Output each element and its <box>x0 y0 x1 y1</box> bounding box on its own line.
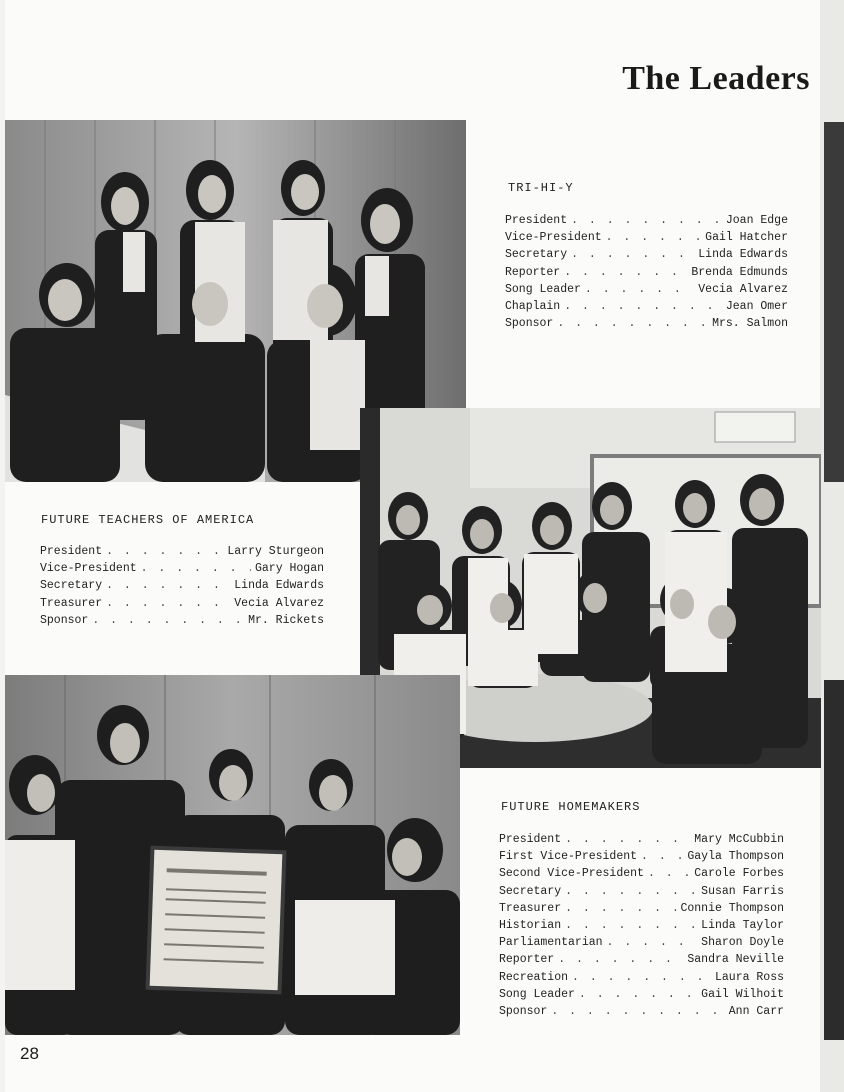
officer-name: Laura Ross <box>714 970 784 984</box>
officer-role: Recreation <box>499 970 569 984</box>
officer-name: Gail Hatcher <box>705 231 788 245</box>
officer-name: Gayla Thompson <box>687 850 784 864</box>
officer-role: Vice-President <box>40 562 137 576</box>
officer-role: Chaplain <box>505 299 561 313</box>
officer-role: Sponsor <box>505 317 554 331</box>
adjacent-page-photo-edge <box>824 680 844 1040</box>
officer-row <box>40 579 324 596</box>
officer-row <box>505 317 788 334</box>
officer-name: Joan Edge <box>725 214 788 227</box>
officer-role: President <box>499 833 562 846</box>
officer-role: First Vice-President <box>499 850 638 864</box>
officer-name: Mary McCubbin <box>694 833 784 846</box>
page-number: 28 <box>20 1044 39 1063</box>
officer-name: Brenda Edmunds <box>691 265 788 279</box>
officer-row <box>499 833 784 850</box>
officer-role: Secretary <box>40 579 103 593</box>
officer-row <box>40 545 324 562</box>
officer-role: Vice-President <box>505 231 602 245</box>
officer-role: Secretary <box>499 884 562 898</box>
officer-name: Vecia Alvarez <box>234 596 324 610</box>
officer-row <box>40 597 324 614</box>
adjacent-page-photo-edge <box>824 122 844 482</box>
officer-row <box>499 936 784 953</box>
officer-name: Carole Forbes <box>694 867 784 881</box>
officer-name: Mr. Rickets <box>248 613 324 627</box>
officer-row <box>499 850 784 867</box>
officer-name: Ann Carr <box>728 1004 784 1018</box>
officer-name: Sandra Neville <box>687 953 784 967</box>
officer-row <box>499 902 784 919</box>
fta-certificate-photo <box>5 675 460 1035</box>
fta-heading: FUTURE TEACHERS OF AMERICA <box>41 513 255 527</box>
officer-name: Gail Wilhoit <box>701 987 784 1001</box>
officer-row <box>499 953 784 970</box>
officer-row <box>40 614 324 631</box>
tri-hi-y-heading: TRI-HI-Y <box>508 181 574 195</box>
officer-name: Mrs. Salmon <box>712 317 788 331</box>
officer-row <box>40 562 324 579</box>
officer-row <box>499 988 784 1005</box>
officer-row <box>505 248 788 265</box>
officer-row <box>505 283 788 300</box>
officer-role: Parliamentarian <box>499 936 603 950</box>
officer-role: Second Vice-President <box>499 867 644 881</box>
officer-row <box>499 919 784 936</box>
future-homemakers-officer-list <box>499 833 784 1022</box>
officer-role: Treasurer <box>40 596 103 610</box>
officer-row <box>505 300 788 317</box>
officer-name: Connie Thompson <box>680 901 784 915</box>
page-title: The Leaders <box>622 60 810 97</box>
fta-officer-list <box>40 545 324 631</box>
officer-role: Reporter <box>505 265 561 279</box>
officer-row <box>499 867 784 884</box>
officer-name: Susan Farris <box>701 884 784 898</box>
future-homemakers-heading: FUTURE HOMEMAKERS <box>501 800 641 814</box>
officer-name: Gary Hogan <box>254 562 324 576</box>
officer-role: Sponsor <box>40 613 89 627</box>
officer-name: Sharon Doyle <box>701 936 784 950</box>
officer-row <box>499 971 784 988</box>
officer-name: Jean Omer <box>725 299 788 313</box>
officer-row <box>499 885 784 902</box>
officer-role: President <box>505 214 568 227</box>
adjacent-page-edge <box>820 0 844 1092</box>
officer-row <box>505 214 788 231</box>
officer-role: President <box>40 545 103 558</box>
officer-name: Linda Taylor <box>701 918 784 932</box>
officer-row <box>505 266 788 283</box>
officer-row <box>499 1005 784 1022</box>
officer-role: Secretary <box>505 248 568 262</box>
officer-name: Linda Edwards <box>234 579 324 593</box>
officer-name: Linda Edwards <box>698 248 788 262</box>
officer-role: Song Leader <box>505 282 581 296</box>
tri-hi-y-officer-list <box>505 214 788 334</box>
officer-row <box>505 231 788 248</box>
officer-role: Song Leader <box>499 987 575 1001</box>
officer-role: Treasurer <box>499 901 562 915</box>
officer-role: Historian <box>499 918 562 932</box>
officer-role: Sponsor <box>499 1004 548 1018</box>
officer-name: Vecia Alvarez <box>698 282 788 296</box>
officer-name: Larry Sturgeon <box>227 545 324 558</box>
officer-role: Reporter <box>499 953 555 967</box>
